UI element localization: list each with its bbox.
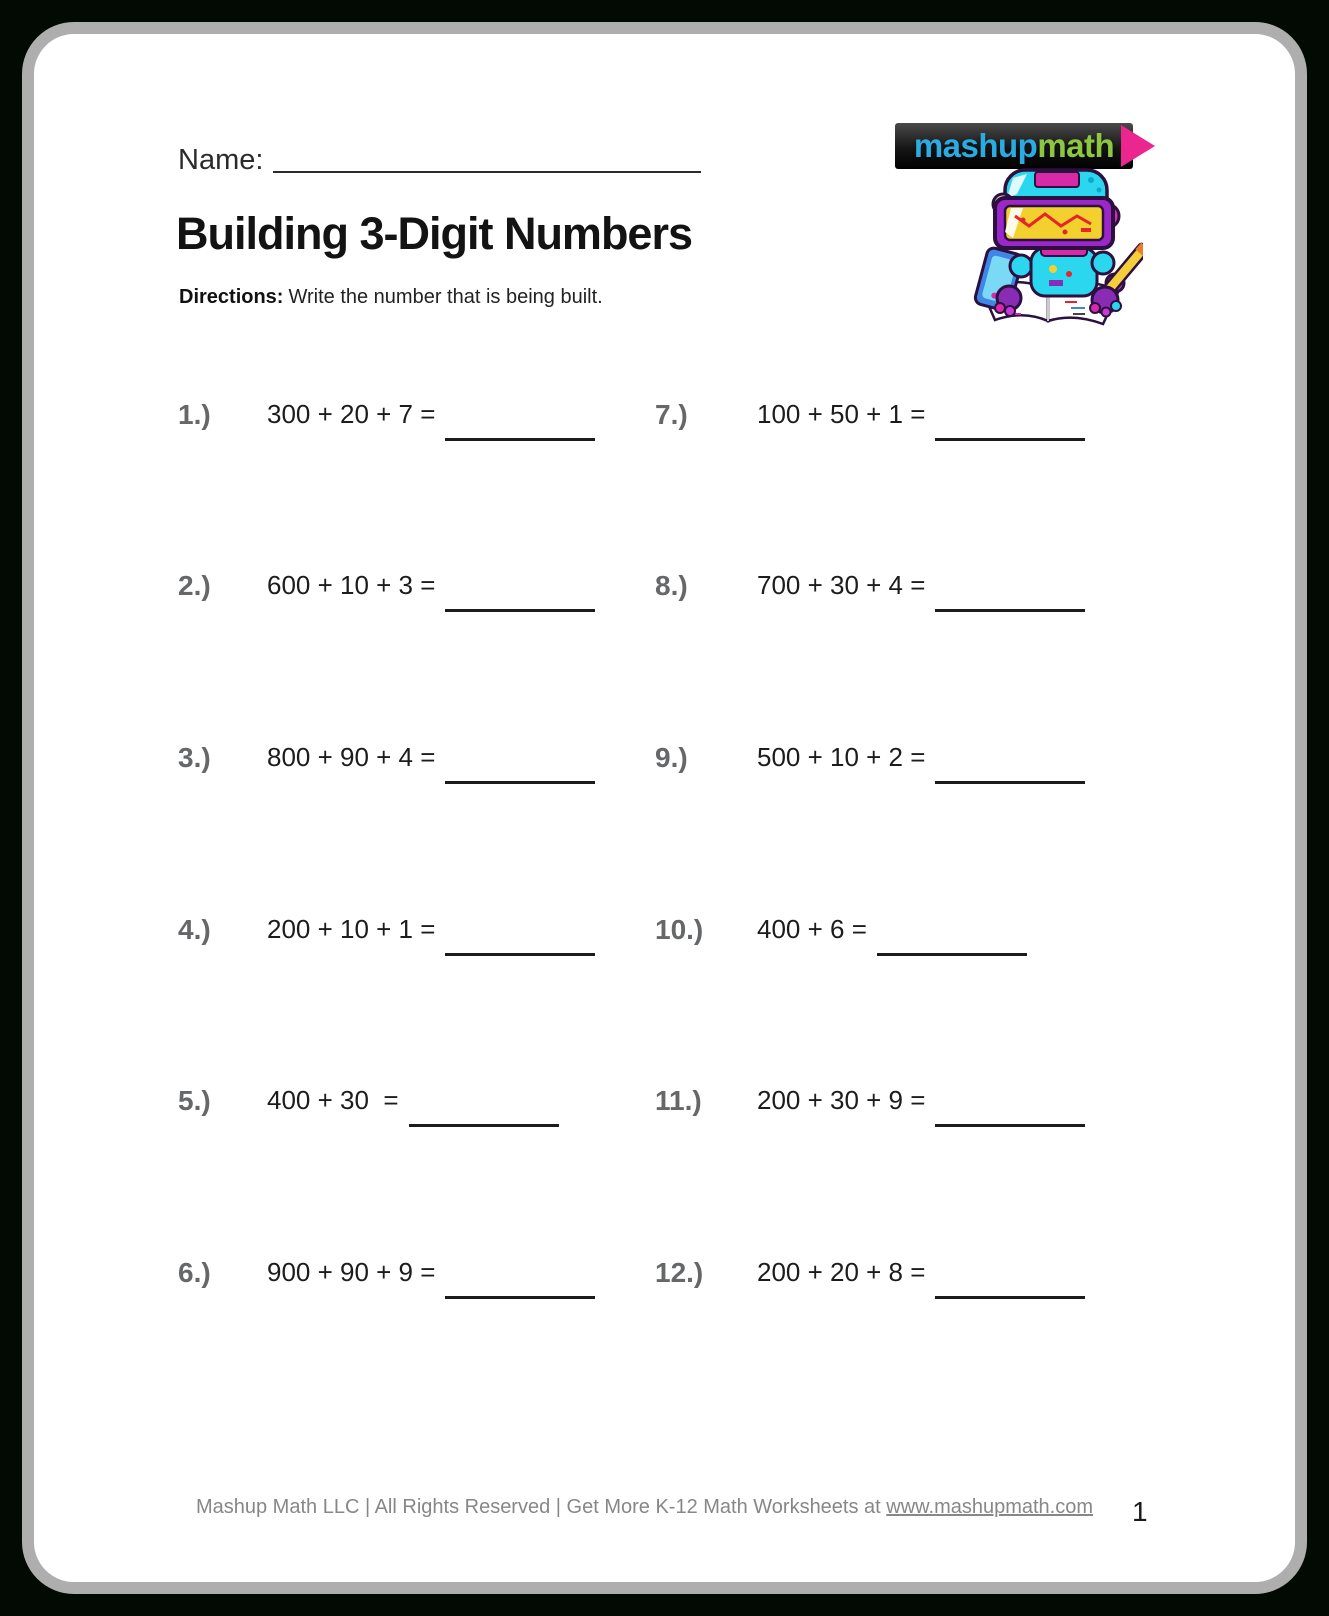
answer-blank[interactable] <box>935 1256 1085 1299</box>
problem-8 <box>655 569 1085 612</box>
play-triangle-icon <box>1121 125 1155 167</box>
problem-3 <box>178 741 655 784</box>
problem-11 <box>655 1084 1085 1127</box>
problem-1 <box>178 398 655 441</box>
answer-blank[interactable] <box>935 741 1085 784</box>
answer-blank[interactable] <box>445 741 595 784</box>
problem-number: 9.) <box>655 742 688 773</box>
problem-6 <box>178 1256 655 1299</box>
problem-5 <box>178 1084 655 1127</box>
problem-4 <box>178 913 655 956</box>
answer-blank[interactable] <box>445 913 595 956</box>
logo-word-math: math <box>1037 127 1115 164</box>
problem-number: 10.) <box>655 914 704 945</box>
answer-blank[interactable] <box>935 1084 1085 1127</box>
problem-number: 4.) <box>178 914 211 945</box>
problem-number: 3.) <box>178 742 211 773</box>
directions-text: Write the number that is being built. <box>288 286 603 308</box>
answer-blank[interactable] <box>409 1084 559 1127</box>
problem-12 <box>655 1256 1085 1299</box>
problem-number: 11.) <box>655 1085 702 1116</box>
directions <box>179 286 603 309</box>
problem-7 <box>655 398 1085 441</box>
robot-writing-illustration <box>953 168 1143 336</box>
problem-expression: 200 + 10 + 1 = <box>267 914 436 944</box>
directions-label: Directions: <box>179 286 284 308</box>
footer-text: Mashup Math LLC | All Rights Reserved | Get More K-12 Math Worksheets at <box>195 1496 887 1518</box>
problem-number: 6.) <box>178 1257 211 1288</box>
problem-2 <box>178 569 655 612</box>
problem-row-4 <box>178 913 1269 956</box>
problem-row-2 <box>178 569 1269 612</box>
problem-expression: 100 + 50 + 1 = <box>757 399 926 429</box>
problem-expression: 300 + 20 + 7 = <box>267 399 436 429</box>
problem-expression: 700 + 30 + 4 = <box>757 570 926 600</box>
name-row <box>178 144 701 177</box>
answer-blank[interactable] <box>877 913 1027 956</box>
problem-number: 7.) <box>655 399 688 430</box>
answer-blank[interactable] <box>935 398 1085 441</box>
problem-expression: 400 + 6 = <box>757 914 867 944</box>
logo-word-mashup: mashup <box>913 127 1038 164</box>
answer-blank[interactable] <box>445 1256 595 1299</box>
problem-number: 1.) <box>178 399 211 430</box>
problem-number: 5.) <box>178 1085 211 1116</box>
name-label: Name: <box>178 144 264 176</box>
answer-blank[interactable] <box>445 569 595 612</box>
problem-expression: 500 + 10 + 2 = <box>757 742 926 772</box>
problem-expression: 200 + 20 + 8 = <box>757 1257 926 1287</box>
mashupmath-logo <box>895 123 1133 169</box>
name-fill-line[interactable] <box>273 171 701 173</box>
problem-number: 2.) <box>178 570 211 601</box>
problem-row-1 <box>178 398 1269 441</box>
footer-link[interactable]: www.mashupmath.com <box>886 1496 1094 1518</box>
problem-expression: 800 + 90 + 4 = <box>267 742 436 772</box>
problem-row-6 <box>178 1256 1269 1299</box>
problem-number: 12.) <box>655 1257 704 1288</box>
problem-10 <box>655 913 1027 956</box>
problem-expression: 600 + 10 + 3 = <box>267 570 436 600</box>
problem-row-5 <box>178 1084 1269 1127</box>
worksheet-title: Building 3-Digit Numbers <box>176 208 692 259</box>
problem-expression: 400 + 30 = <box>267 1085 399 1115</box>
problem-row-3 <box>178 741 1269 784</box>
problem-expression: 200 + 30 + 9 = <box>757 1085 926 1115</box>
problem-expression: 900 + 90 + 9 = <box>267 1257 436 1287</box>
problem-number: 8.) <box>655 570 688 601</box>
problem-9 <box>655 741 1085 784</box>
answer-blank[interactable] <box>935 569 1085 612</box>
footer <box>40 1496 1249 1519</box>
page-number: 1 <box>1132 1496 1148 1527</box>
answer-blank[interactable] <box>445 398 595 441</box>
